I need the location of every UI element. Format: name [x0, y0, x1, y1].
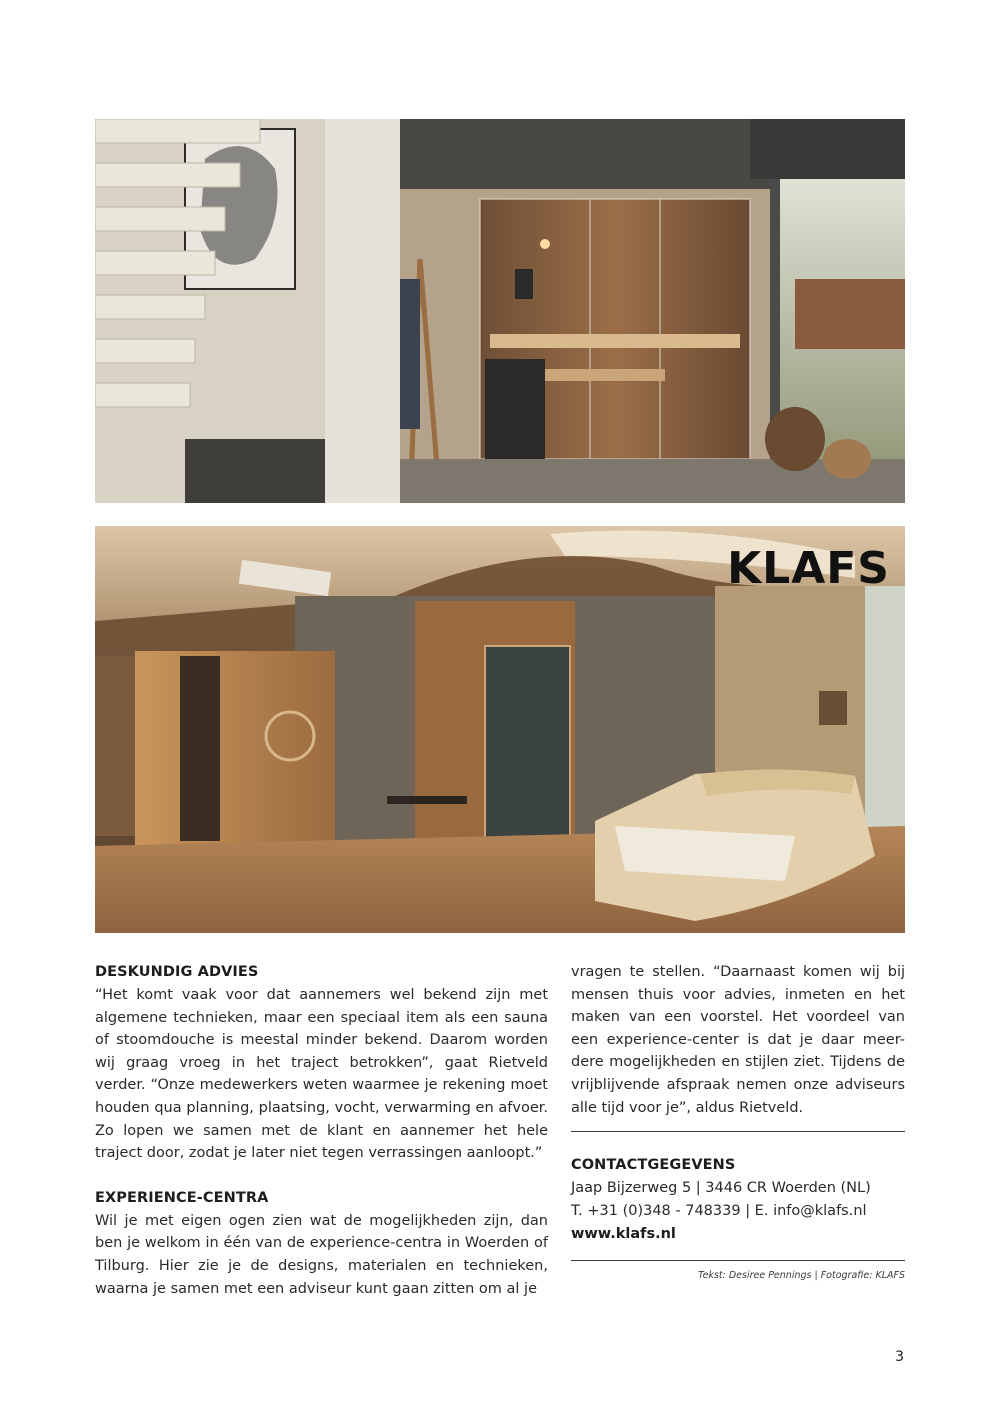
heading-contactgegevens: CONTACTGEGEVENS [571, 1157, 736, 1174]
klafs-logo: KLAFS [727, 543, 890, 594]
photo-showroom [95, 526, 905, 933]
contact-phone-email: T. +31 (0)348 - 748339 | E. info@klafs.nl [571, 1203, 867, 1220]
divider-top [571, 1131, 905, 1132]
heading-deskundig-advies: DESKUNDIG ADVIES [95, 964, 259, 980]
paragraph-experience-centra: Wil je met eigen ogen zien wat de mogelijkheden zijn, dan ben je welkom in één van de experience-centra in Woerden of Tilburg. Hier zie je de designs, materialen en technieken, waarna je samen met een adviseur kunt gaan zitten om al je [95, 1212, 548, 1297]
section-spacer [95, 1165, 548, 1187]
photo-sauna-room [95, 119, 905, 503]
right-column [571, 961, 905, 1283]
page-number: 3 [895, 1349, 904, 1365]
paragraph-deskundig-advies: “Het komt vaak voor dat aannemers wel bekend zijn met algemene technieken, maar een speciaal item als een sauna of stoomdouche is meestal minder bekend. Daarom worden wij graag vroeg in het traject betrokken”, gaat Rietveld verder. “Onze medewerkers weten waarmee je rekening moet houden qua planning, plaatsing, vocht, verwarming en afvoer. Zo lopen we samen met de klant en aannemer het hele traject door, zodat je later niet tegen verrassingen aanloopt.” [95, 987, 548, 1162]
left-column [95, 961, 548, 1300]
contact-address: Jaap Bijzerweg 5 | 3446 CR Woerden (NL) [571, 1180, 871, 1197]
photo-text-credit: Tekst: Desiree Pennings | Fotografie: KLAFS [697, 1270, 905, 1282]
showroom-illustration [95, 526, 905, 933]
heading-experience-centra: EXPERIENCE-CENTRA [95, 1189, 269, 1206]
paragraph-continued: vragen te stellen. “Daarnaast komen wij bij mensen thuis voor advies, inmeten en het maken van een voorstel. Het voordeel van een experience-center is dat je daar meer-dere mogelijkheden en stijlen ziet. Tijdens de vrijblijvende afspraak nemen onze adviseurs alle tijd voor je”, aldus Rietveld. [571, 964, 905, 1116]
sauna-room-illustration [95, 119, 905, 503]
divider-bottom [571, 1260, 905, 1261]
contact-website-link[interactable]: www.klafs.nl [571, 1226, 676, 1243]
